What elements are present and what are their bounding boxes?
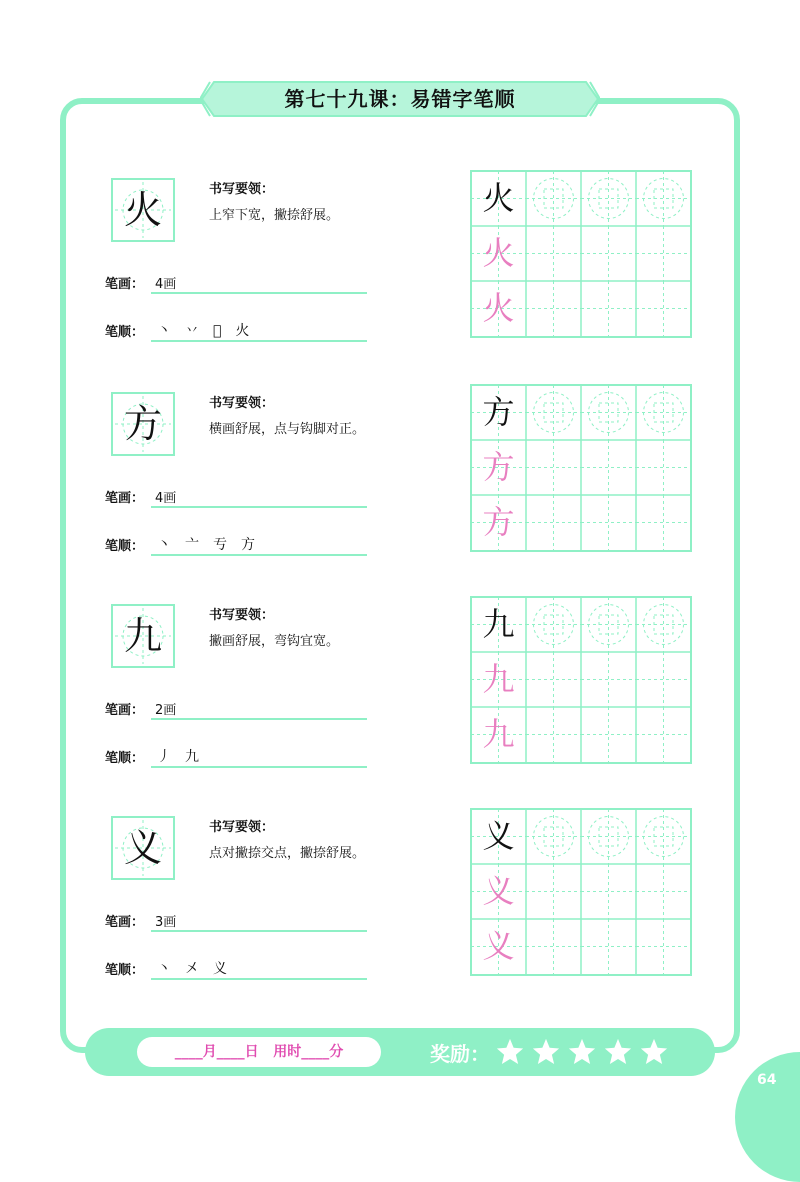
stroke-step: 丶 [157, 323, 185, 339]
model-character-box [111, 178, 175, 242]
stroke-step: 丿 [157, 749, 185, 765]
stroke-order-label: 笔顺： [105, 963, 145, 978]
stroke-step: 丷 [185, 323, 213, 339]
grid-trace-character: 方 [482, 448, 515, 486]
lesson-block [105, 392, 705, 592]
model-character: 义 [123, 826, 162, 870]
tips-heading: 书写要领： [209, 608, 275, 623]
star-icon[interactable] [603, 1037, 633, 1067]
stroke-order-sequence [157, 746, 213, 766]
stroke-step: 方 [241, 537, 269, 553]
practice-grid[interactable] [470, 596, 692, 764]
stroke-count-value: 4画 [155, 491, 177, 506]
practice-grid[interactable] [470, 808, 692, 976]
star-icon[interactable] [531, 1037, 561, 1067]
tips-text: 撇画舒展，弯钩宜宽。 [209, 634, 340, 649]
star-icon[interactable] [567, 1037, 597, 1067]
tips-heading: 书写要领： [209, 820, 275, 835]
model-character: 火 [123, 188, 162, 232]
stroke-count-line [151, 506, 367, 508]
reward-label: 奖励： [430, 1042, 490, 1066]
grid-trace-character: 九 [482, 660, 515, 698]
grid-trace-character: 义 [482, 927, 515, 965]
stroke-count-label: 笔画： [105, 277, 145, 292]
tips-heading: 书写要领： [209, 182, 275, 197]
tips-text: 点对撇捺交点，撇捺舒展。 [209, 846, 366, 861]
stroke-step: 亐 [213, 537, 241, 553]
grid-trace-character: 火 [482, 234, 515, 272]
grid-model-character: 九 [482, 605, 515, 643]
stroke-count-row [105, 910, 367, 932]
stroke-count-line [151, 930, 367, 932]
stroke-count-label: 笔画： [105, 703, 145, 718]
tips-text: 上窄下宽，撇捺舒展。 [209, 208, 340, 223]
page-title: 第七十九课：易错字笔顺 [284, 87, 516, 111]
stroke-count-row [105, 698, 367, 720]
star-icon[interactable] [495, 1037, 525, 1067]
stroke-count-line [151, 292, 367, 294]
stroke-order-row [105, 958, 367, 980]
stroke-step: 丶 [157, 961, 185, 977]
grid-trace-character: 火 [482, 289, 515, 327]
stroke-count-row [105, 486, 367, 508]
stroke-order-row [105, 746, 367, 768]
lesson-block [105, 604, 705, 804]
stroke-count-value: 3画 [155, 915, 177, 930]
model-character-box [111, 816, 175, 880]
stroke-order-line [151, 766, 367, 768]
star-icon[interactable] [639, 1037, 669, 1067]
tips-text: 横画舒展，点与钩脚对正。 [209, 422, 366, 437]
stroke-order-row [105, 534, 367, 556]
stroke-order-line [151, 554, 367, 556]
stroke-step: 义 [213, 961, 241, 977]
footer-bar [85, 1028, 715, 1076]
grid-trace-character: 九 [482, 715, 515, 753]
stroke-order-line [151, 340, 367, 342]
title-banner [200, 80, 600, 118]
stroke-order-sequence [157, 958, 241, 978]
grid-trace-character: 义 [482, 872, 515, 910]
model-character: 九 [123, 614, 162, 658]
page-number: 64 [757, 1072, 777, 1088]
grid-model-character: 火 [482, 179, 515, 217]
stroke-step: 丶 [157, 537, 185, 553]
stroke-count-label: 笔画： [105, 915, 145, 930]
reward-stars [495, 1037, 675, 1071]
tips-heading: 书写要领： [209, 396, 275, 411]
practice-grid[interactable] [470, 384, 692, 552]
stroke-order-sequence [157, 320, 263, 340]
grid-model-character: 义 [482, 817, 515, 855]
stroke-step: 火 [235, 323, 264, 339]
stroke-count-value: 4画 [155, 277, 177, 292]
stroke-count-line [151, 718, 367, 720]
model-character-box [111, 392, 175, 456]
date-time-field[interactable]: ____月____日 用时____分 [137, 1037, 381, 1067]
stroke-step: 亠 [185, 537, 213, 553]
lesson-block [105, 816, 705, 1016]
stroke-order-label: 笔顺： [105, 751, 145, 766]
stroke-order-label: 笔顺： [105, 325, 145, 340]
stroke-count-value: 2画 [155, 703, 177, 718]
stroke-order-sequence [157, 534, 269, 554]
model-character: 方 [123, 402, 162, 446]
stroke-step: 㐅 [185, 961, 213, 977]
grid-trace-character: 方 [482, 503, 515, 541]
stroke-order-line [151, 978, 367, 980]
stroke-step: 𫝀 [213, 323, 236, 339]
practice-grid[interactable] [470, 170, 692, 338]
page-number-badge [735, 1052, 800, 1182]
stroke-count-row [105, 272, 367, 294]
stroke-step: 九 [185, 749, 213, 765]
stroke-order-label: 笔顺： [105, 539, 145, 554]
stroke-order-row [105, 320, 367, 342]
stroke-count-label: 笔画： [105, 491, 145, 506]
grid-model-character: 方 [482, 393, 515, 431]
lesson-block [105, 178, 705, 378]
model-character-box [111, 604, 175, 668]
